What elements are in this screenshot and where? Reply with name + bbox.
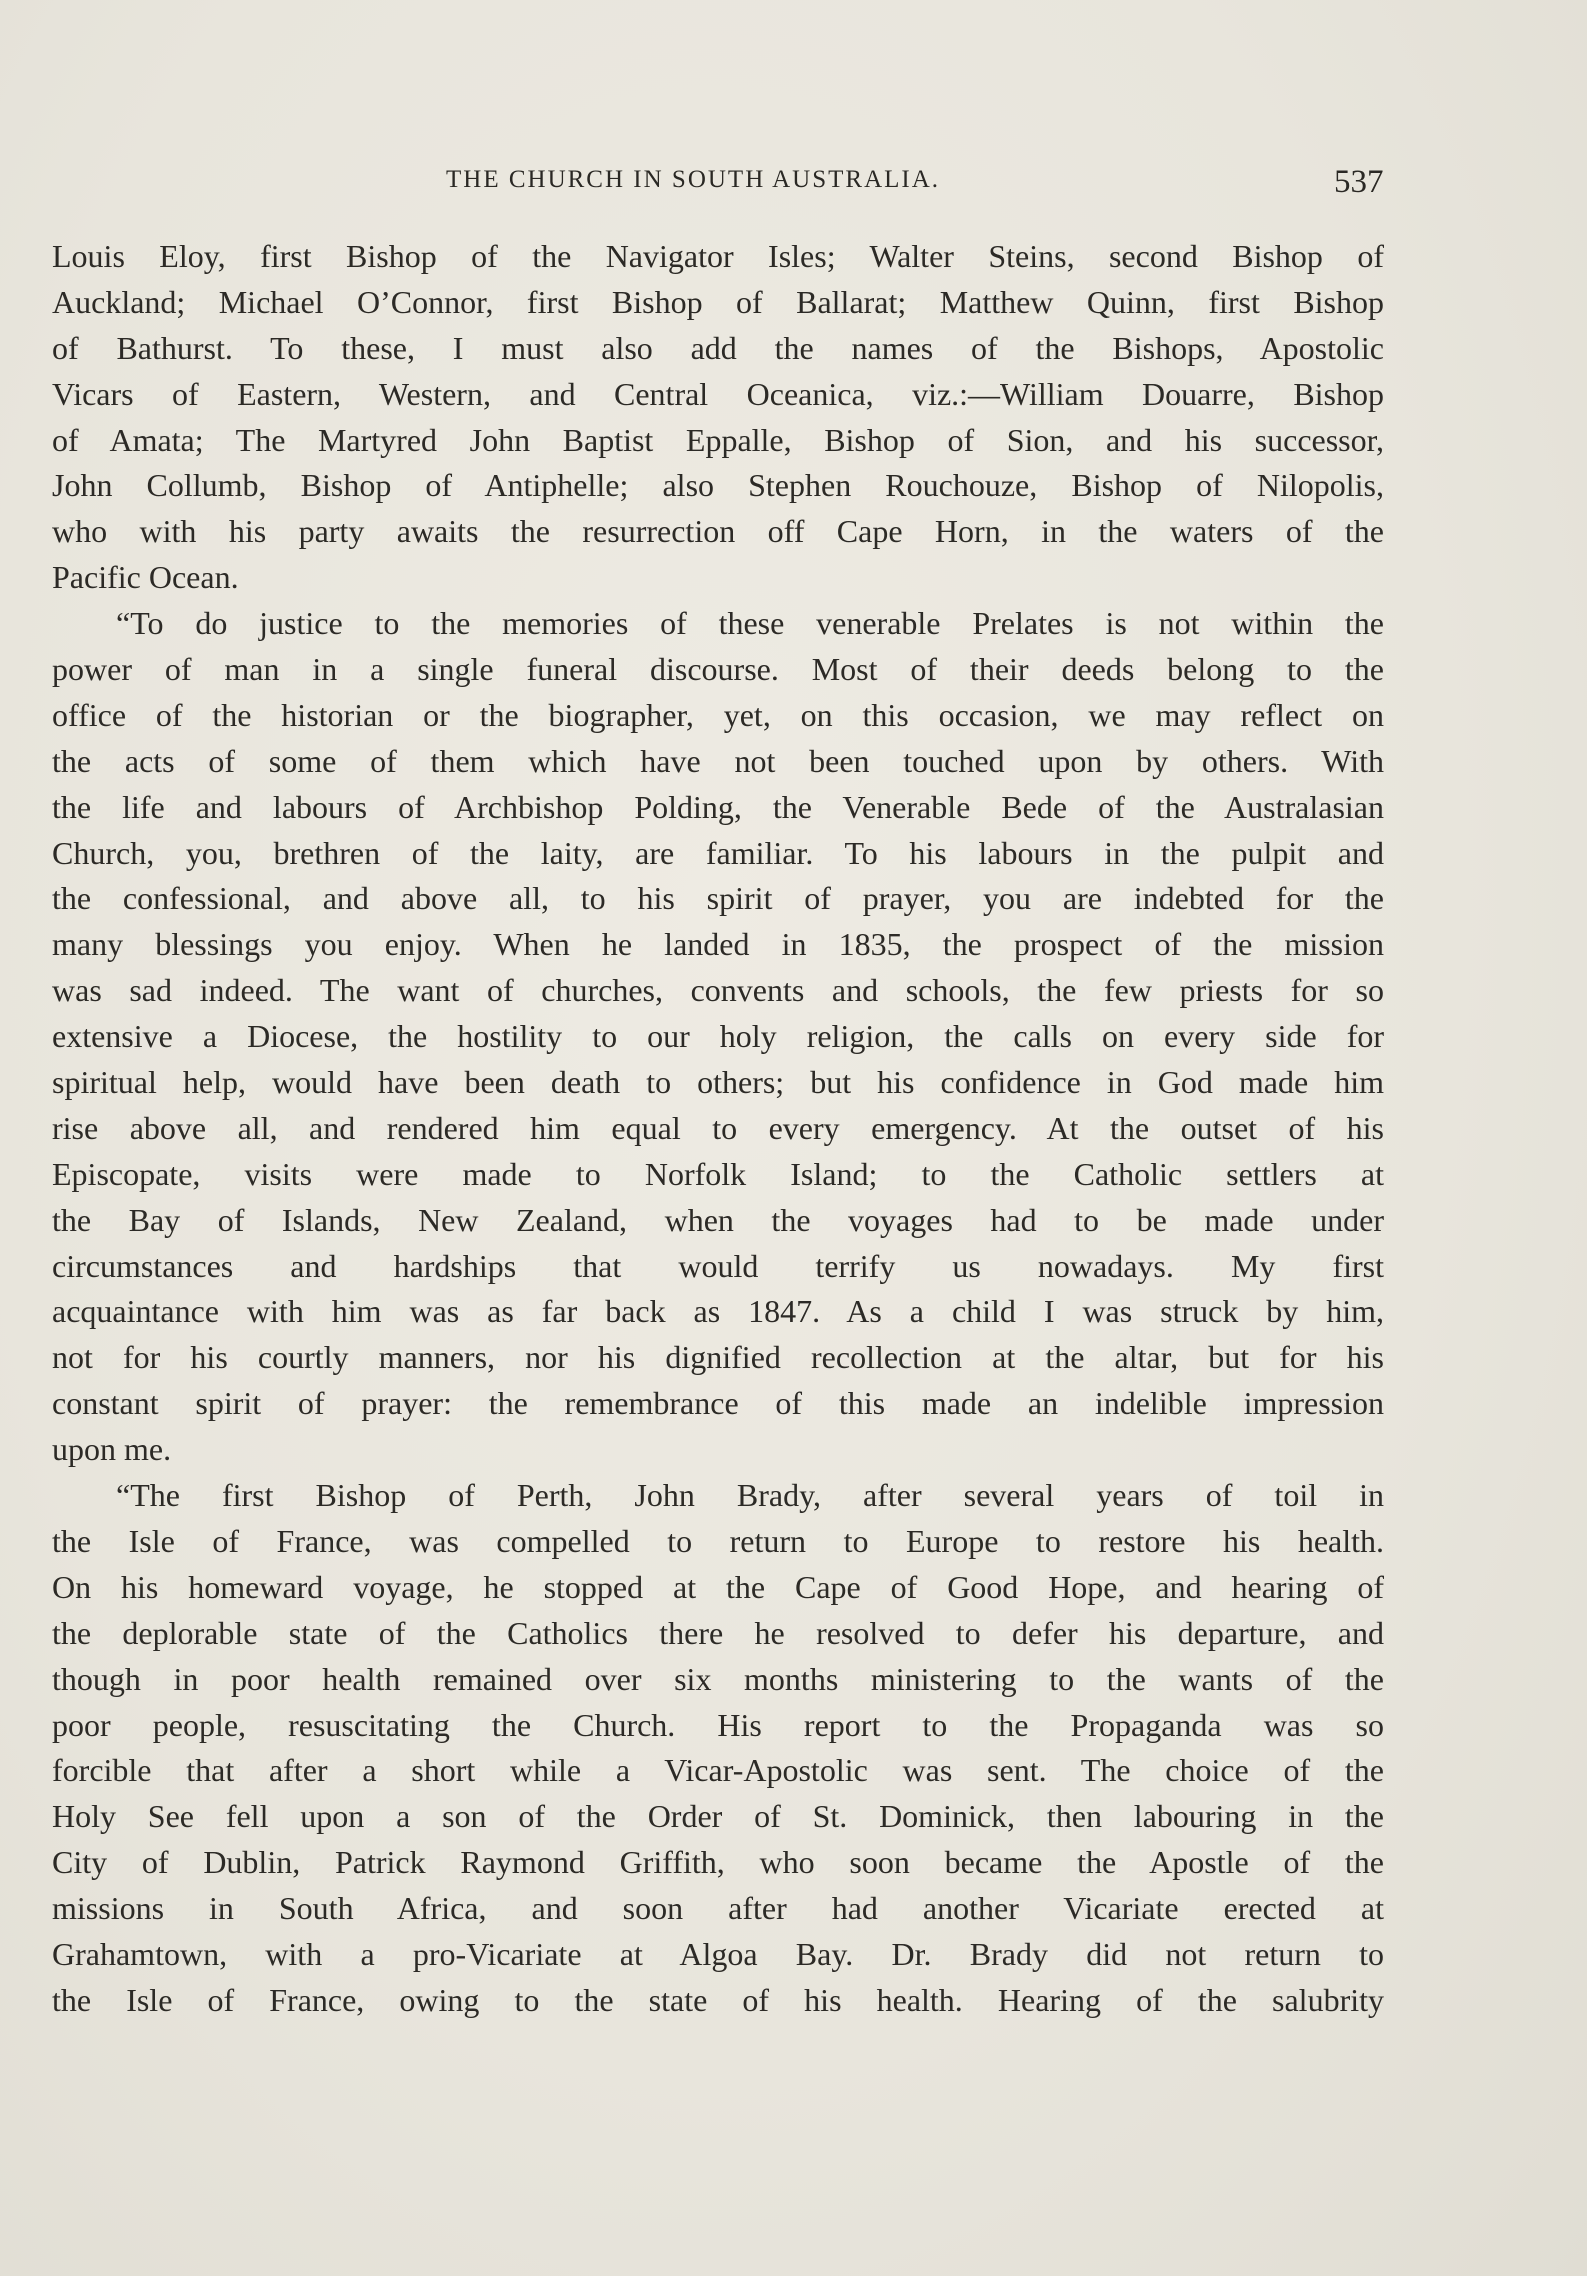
text-line: missions in South Africa, and soon after had another Vicariate erected at (52, 1890, 1384, 1927)
text-line: who with his party awaits the resurrection off Cape Horn, in the waters of the (52, 513, 1384, 550)
text-line: acquaintance with him was as far back as 1847. As a child I was struck by him, (52, 1293, 1384, 1330)
text-line: not for his courtly manners, nor his dignified recollection at the altar, but for his (52, 1339, 1384, 1376)
body-text (52, 234, 1384, 2024)
running-title: THE CHURCH IN SOUTH AUSTRALIA. (446, 166, 941, 193)
text-line: of Bathurst. To these, I must also add the names of the Bishops, Apostolic (52, 329, 1384, 366)
text-line: Auckland; Michael O’Connor, first Bishop of Ballarat; Matthew Quinn, first Bishop (52, 283, 1384, 320)
text-line: many blessings you enjoy. When he landed in 1835, the prospect of the mission (52, 926, 1384, 963)
text-line: upon me. (52, 1431, 172, 1468)
text-line: poor people, resuscitating the Church. His report to the Propaganda was so (52, 1706, 1384, 1743)
text-line: the Bay of Islands, New Zealand, when the voyages had to be made under (52, 1201, 1384, 1238)
text-line: Vicars of Eastern, Western, and Central Oceanica, viz.:—William Douarre, Bishop (52, 375, 1384, 412)
text-line: the acts of some of them which have not been touched upon by others. With (52, 742, 1384, 779)
running-header (0, 166, 1587, 206)
text-line: Church, you, brethren of the laity, are familiar. To his labours in the pulpit and (52, 834, 1384, 871)
text-line: the life and labours of Archbishop Polding, the Venerable Bede of the Australasian (52, 788, 1384, 825)
text-line: extensive a Diocese, the hostility to our holy religion, the calls on every side for (52, 1018, 1384, 1055)
text-line: Louis Eloy, first Bishop of the Navigator Isles; Walter Steins, second Bishop of (52, 238, 1384, 274)
text-line: though in poor health remained over six months ministering to the wants of the (52, 1660, 1384, 1697)
text-line: circumstances and hardships that would terrify us nowadays. My first (52, 1247, 1384, 1284)
text-line: the Isle of France, owing to the state of his health. Hearing of the salubrity (52, 1981, 1384, 2018)
text-line: Episcopate, visits were made to Norfolk Island; to the Catholic settlers at (52, 1155, 1384, 1192)
text-line: rise above all, and rendered him equal to every emergency. At the outset of his (52, 1109, 1384, 1146)
text-line: Pacific Ocean. (52, 559, 239, 596)
text-line: “To do justice to the memories of these venerable Prelates is not within the (116, 605, 1384, 642)
text-line: the Isle of France, was compelled to return to Europe to restore his health. (52, 1522, 1384, 1559)
text-line: forcible that after a short while a Vicar-Apostolic was sent. The choice of the (52, 1752, 1384, 1789)
text-line: City of Dublin, Patrick Raymond Griffith, who soon became the Apostle of the (52, 1844, 1384, 1881)
page-number: 537 (1334, 164, 1384, 200)
text-line: constant spirit of prayer: the remembrance of this made an indelible impression (52, 1385, 1384, 1422)
text-line: office of the historian or the biographer, yet, on this occasion, we may reflect on (52, 696, 1384, 733)
text-line: spiritual help, would have been death to others; but his confidence in God made him (52, 1064, 1384, 1101)
text-line: the confessional, and above all, to his spirit of prayer, you are indebted for the (52, 880, 1384, 917)
text-line: power of man in a single funeral discourse. Most of their deeds belong to the (52, 651, 1384, 688)
text-line: of Amata; The Martyred John Baptist Eppalle, Bishop of Sion, and his successor, (52, 421, 1384, 458)
text-line: was sad indeed. The want of churches, convents and schools, the few priests for so (52, 972, 1384, 1009)
text-line: On his homeward voyage, he stopped at the Cape of Good Hope, and hearing of (52, 1568, 1384, 1605)
text-line: Holy See fell upon a son of the Order of St. Dominick, then labouring in the (52, 1798, 1384, 1835)
text-line: Grahamtown, with a pro-Vicariate at Algoa Bay. Dr. Brady did not return to (52, 1935, 1384, 1972)
text-line: John Collumb, Bishop of Antiphelle; also Stephen Rouchouze, Bishop of Nilopolis, (52, 467, 1384, 504)
text-line: the deplorable state of the Catholics there he resolved to defer his departure, and (52, 1614, 1384, 1651)
text-line: “The first Bishop of Perth, John Brady, after several years of toil in (116, 1477, 1384, 1514)
